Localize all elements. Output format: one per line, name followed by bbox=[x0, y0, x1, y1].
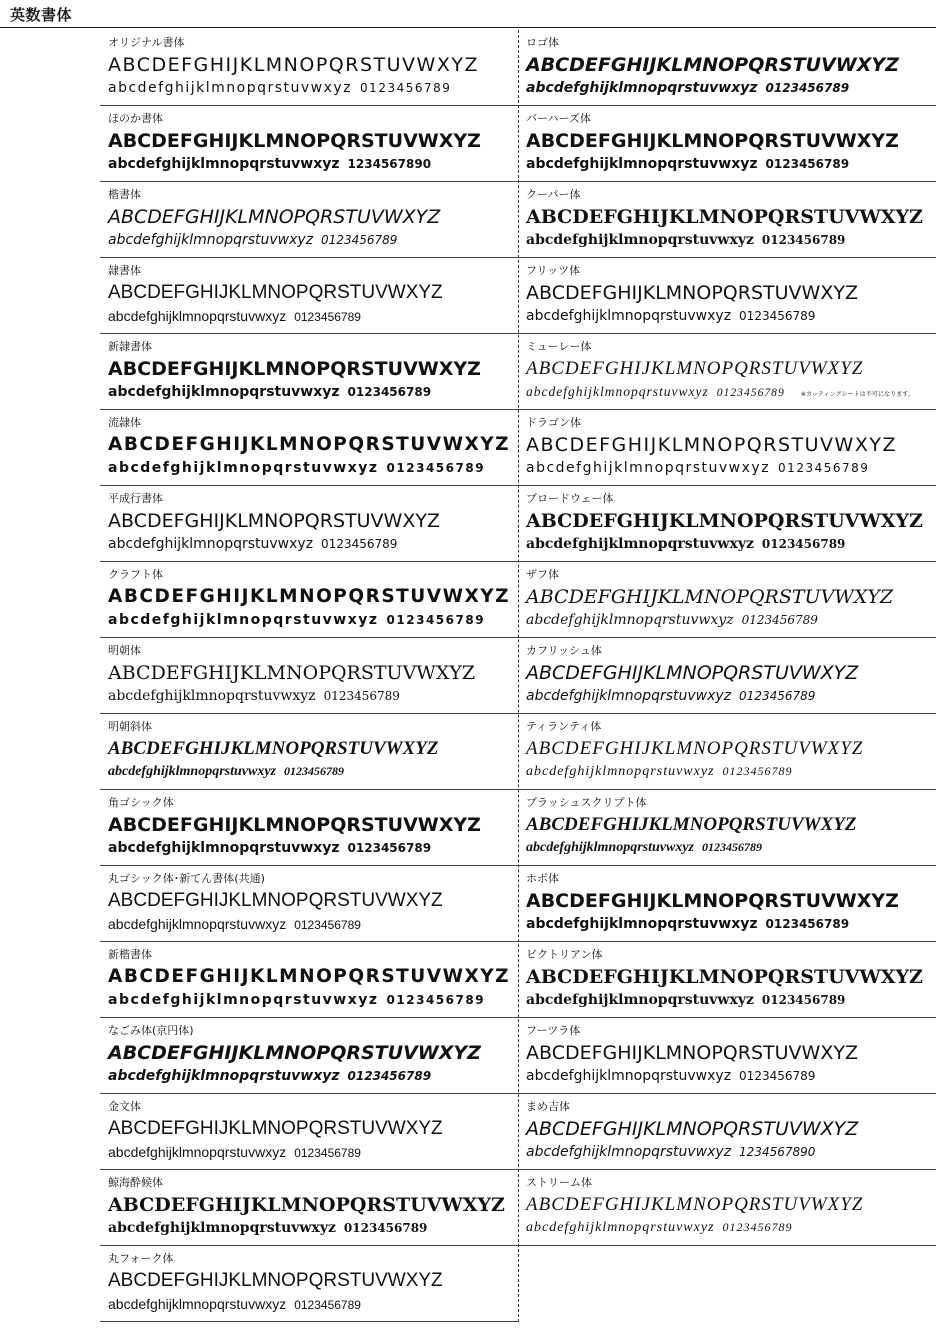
digits-sample: 0123456789 bbox=[741, 613, 818, 627]
digits-sample: 0123456789 bbox=[702, 840, 763, 854]
uppercase-sample: ABCDEFGHIJKLMNOPQRSTUVWXYZ bbox=[526, 1118, 859, 1140]
lowercase-sample: abcdefghijklmnopqrstuvwxyz bbox=[526, 536, 754, 552]
font-sample-cell bbox=[100, 410, 518, 486]
font-sample-cell bbox=[518, 866, 936, 942]
digits-sample: 0123456789 bbox=[321, 537, 398, 551]
font-name-label: 隷書体 bbox=[108, 264, 141, 277]
font-name-label: 楷書体 bbox=[108, 188, 141, 201]
lowercase-digits-sample bbox=[108, 840, 431, 856]
font-sample-cell bbox=[100, 1018, 518, 1094]
uppercase-sample: ABCDEFGHIJKLMNOPQRSTUVWXYZ bbox=[108, 966, 511, 987]
lowercase-digits-sample bbox=[526, 1144, 815, 1160]
lowercase-sample: abcdefghijklmnopqrstuvwxyz bbox=[526, 764, 715, 779]
font-sample-cell bbox=[518, 410, 936, 486]
lowercase-sample: abcdefghijklmnopqrstuvwxyz bbox=[526, 232, 754, 248]
lowercase-digits-sample bbox=[526, 232, 845, 248]
font-name-label: オリジナル書体 bbox=[108, 36, 185, 49]
font-name-label: ホボ体 bbox=[526, 872, 559, 885]
font-sample-cell bbox=[518, 1094, 936, 1170]
font-name-label: ドラゴン体 bbox=[526, 416, 581, 429]
lowercase-digits-sample bbox=[526, 688, 815, 704]
digits-sample: 0123456789 bbox=[294, 1146, 361, 1160]
lowercase-sample: abcdefghijklmnopqrstuvwxyz bbox=[108, 1220, 336, 1236]
digits-sample: 1234567890 bbox=[739, 1145, 816, 1159]
font-sample-cell bbox=[518, 638, 936, 714]
lowercase-digits-sample bbox=[526, 916, 849, 932]
uppercase-sample: ABCDEFGHIJKLMNOPQRSTUVWXYZ bbox=[108, 738, 439, 759]
lowercase-sample: abcdefghijklmnopqrstuvwxyz bbox=[108, 1296, 287, 1312]
lowercase-digits-sample bbox=[108, 156, 431, 172]
lowercase-digits-sample bbox=[108, 536, 397, 552]
font-name-label: 平成行書体 bbox=[108, 492, 163, 505]
font-name-label: 流隷体 bbox=[108, 416, 141, 429]
lowercase-sample: abcdefghijklmnopqrstuvwxyz bbox=[526, 1220, 715, 1235]
digits-sample: 0123456789 bbox=[294, 310, 361, 324]
font-sample-cell bbox=[518, 182, 936, 258]
lowercase-digits-sample bbox=[526, 992, 845, 1008]
lowercase-digits-sample bbox=[108, 1220, 427, 1236]
lowercase-sample: abcdefghijklmnopqrstuvwxyz bbox=[108, 232, 314, 248]
lowercase-sample: abcdefghijklmnopqrstuvwxyz bbox=[526, 840, 695, 855]
lowercase-sample: abcdefghijklmnopqrstuvwxyz bbox=[108, 80, 353, 96]
digits-sample: 0123456789 bbox=[716, 386, 785, 399]
uppercase-sample: ABCDEFGHIJKLMNOPQRSTUVWXYZ bbox=[526, 434, 897, 456]
digits-sample: 0123456789 bbox=[739, 689, 816, 703]
uppercase-sample: ABCDEFGHIJKLMNOPQRSTUVWXYZ bbox=[108, 434, 511, 455]
digits-sample: 0123456789 bbox=[722, 764, 793, 778]
uppercase-sample: ABCDEFGHIJKLMNOPQRSTUVWXYZ bbox=[108, 1194, 505, 1216]
digits-sample: 0123456789 bbox=[386, 461, 486, 475]
lowercase-digits-sample bbox=[108, 1296, 361, 1312]
uppercase-sample: ABCDEFGHIJKLMNOPQRSTUVWXYZ bbox=[526, 130, 899, 152]
digits-sample: 0123456789 bbox=[765, 917, 850, 931]
font-name-label: クーパー体 bbox=[526, 188, 581, 201]
font-sample-cell bbox=[100, 334, 518, 410]
lowercase-sample: abcdefghijklmnopqrstuvwxyz bbox=[526, 308, 732, 324]
lowercase-sample: abcdefghijklmnopqrstuvwxyz bbox=[526, 688, 732, 704]
font-name-label: ほのか書体 bbox=[108, 112, 163, 125]
font-name-label: クラフト体 bbox=[108, 568, 163, 581]
font-sample-cell bbox=[100, 258, 518, 334]
uppercase-sample: ABCDEFGHIJKLMNOPQRSTUVWXYZ bbox=[108, 1042, 481, 1064]
lowercase-digits-sample bbox=[526, 308, 815, 324]
uppercase-sample: ABCDEFGHIJKLMNOPQRSTUVWXYZ bbox=[526, 662, 859, 684]
font-name-label: ティランティ体 bbox=[526, 720, 602, 733]
font-name-label: 丸ゴシック体･新てん書体(共通) bbox=[108, 872, 265, 885]
lowercase-sample: abcdefghijklmnopqrstuvwxyz bbox=[108, 992, 379, 1008]
font-sample-cell bbox=[100, 714, 518, 790]
lowercase-sample: abcdefghijklmnopqrstuvwxyz bbox=[108, 1068, 340, 1084]
uppercase-sample: ABCDEFGHIJKLMNOPQRSTUVWXYZ bbox=[526, 1194, 864, 1215]
digits-sample: 0123456789 bbox=[386, 613, 486, 627]
font-sample-cell bbox=[518, 258, 936, 334]
font-name-label: ブラッシュスクリプト体 bbox=[526, 796, 647, 809]
lowercase-sample: abcdefghijklmnopqrstuvwxyz bbox=[526, 916, 758, 932]
digits-sample: 0123456789 bbox=[323, 689, 400, 703]
font-sample-cell bbox=[518, 1170, 936, 1246]
uppercase-sample: ABCDEFGHIJKLMNOPQRSTUVWXYZ bbox=[108, 1118, 443, 1139]
lowercase-digits-sample bbox=[526, 612, 818, 628]
lowercase-sample: abcdefghijklmnopqrstuvwxyz bbox=[108, 384, 340, 400]
digits-sample: 0123456789 bbox=[321, 233, 398, 247]
font-name-label: ミューレー体 bbox=[526, 340, 592, 353]
uppercase-sample: ABCDEFGHIJKLMNOPQRSTUVWXYZ bbox=[108, 1270, 443, 1291]
lowercase-digits-sample bbox=[108, 916, 361, 932]
uppercase-sample: ABCDEFGHIJKLMNOPQRSTUVWXYZ bbox=[108, 54, 479, 76]
lowercase-digits-sample bbox=[526, 764, 793, 780]
uppercase-sample: ABCDEFGHIJKLMNOPQRSTUVWXYZ bbox=[526, 54, 899, 76]
digits-sample: 0123456789 bbox=[294, 1298, 361, 1312]
uppercase-sample: ABCDEFGHIJKLMNOPQRSTUVWXYZ bbox=[526, 966, 923, 988]
lowercase-sample: abcdefghijklmnopqrstuvwxyz bbox=[526, 80, 758, 96]
lowercase-digits-sample bbox=[526, 536, 845, 552]
font-sample-cell bbox=[518, 942, 936, 1018]
lowercase-digits-sample bbox=[108, 308, 361, 324]
uppercase-sample: ABCDEFGHIJKLMNOPQRSTUVWXYZ bbox=[526, 1042, 858, 1064]
digits-sample: 0123456789 bbox=[722, 1220, 793, 1234]
lowercase-sample: abcdefghijklmnopqrstuvwxyz bbox=[108, 612, 379, 628]
digits-sample: 0123456789 bbox=[343, 1221, 428, 1235]
digits-sample: 0123456789 bbox=[284, 764, 345, 778]
digits-sample: 1234567890 bbox=[347, 157, 432, 171]
font-sample-cell bbox=[100, 182, 518, 258]
font-sample-cell bbox=[518, 486, 936, 562]
lowercase-sample: abcdefghijklmnopqrstuvwxyz bbox=[526, 1068, 732, 1084]
lowercase-digits-sample bbox=[526, 1068, 815, 1084]
lowercase-sample: abcdefghijklmnopqrstuvwxyz bbox=[526, 992, 754, 1008]
empty-cell bbox=[518, 1246, 936, 1322]
digits-sample: 0123456789 bbox=[739, 309, 816, 323]
lowercase-digits-sample bbox=[108, 460, 485, 476]
font-name-label: ストリーム体 bbox=[526, 1176, 592, 1189]
uppercase-sample: ABCDEFGHIJKLMNOPQRSTUVWXYZ bbox=[108, 814, 481, 836]
lowercase-sample: abcdefghijklmnopqrstuvwxyz bbox=[108, 536, 314, 552]
font-name-label: まめ吉体 bbox=[526, 1100, 570, 1113]
font-sample-cell bbox=[100, 486, 518, 562]
uppercase-sample: ABCDEFGHIJKLMNOPQRSTUVWXYZ bbox=[526, 814, 857, 835]
font-name-label: 金文体 bbox=[108, 1100, 141, 1113]
font-name-label: 角ゴシック体 bbox=[108, 796, 174, 809]
lowercase-sample: abcdefghijklmnopqrstuvwxyz bbox=[108, 764, 277, 779]
digits-sample: 0123456789 bbox=[778, 461, 870, 475]
font-sample-cell bbox=[100, 30, 518, 106]
digits-sample: 0123456789 bbox=[360, 81, 452, 95]
digits-sample: 0123456789 bbox=[765, 81, 850, 95]
digits-sample: 0123456789 bbox=[347, 1069, 432, 1083]
uppercase-sample: ABCDEFGHIJKLMNOPQRSTUVWXYZ bbox=[108, 130, 481, 152]
font-name-label: 新楷書体 bbox=[108, 948, 152, 961]
lowercase-sample: abcdefghijklmnopqrstuvwxyz bbox=[108, 460, 379, 476]
uppercase-sample: ABCDEFGHIJKLMNOPQRSTUVWXYZ bbox=[108, 282, 443, 303]
right-font-column bbox=[518, 30, 936, 1322]
font-sample-cell bbox=[100, 106, 518, 182]
font-name-label: 丸フォーク体 bbox=[108, 1252, 174, 1265]
font-sample-cell bbox=[518, 106, 936, 182]
digits-sample: 0123456789 bbox=[739, 1069, 816, 1083]
lowercase-digits-sample bbox=[526, 80, 849, 96]
uppercase-sample: ABCDEFGHIJKLMNOPQRSTUVWXYZ bbox=[526, 510, 923, 532]
font-name-label: フーツラ体 bbox=[526, 1024, 581, 1037]
digits-sample: 0123456789 bbox=[294, 918, 361, 932]
font-name-label: 明朝体 bbox=[108, 644, 141, 657]
uppercase-sample: ABCDEFGHIJKLMNOPQRSTUVWXYZ bbox=[526, 890, 899, 912]
uppercase-sample: ABCDEFGHIJKLMNOPQRSTUVWXYZ bbox=[108, 206, 441, 228]
font-sample-cell bbox=[100, 866, 518, 942]
font-name-label: ザフ体 bbox=[526, 568, 559, 581]
font-name-label: 新隷書体 bbox=[108, 340, 152, 353]
digits-sample: 0123456789 bbox=[761, 993, 846, 1007]
uppercase-sample: ABCDEFGHIJKLMNOPQRSTUVWXYZ bbox=[526, 586, 894, 608]
uppercase-sample: ABCDEFGHIJKLMNOPQRSTUVWXYZ bbox=[526, 206, 923, 228]
font-name-label: ロゴ体 bbox=[526, 36, 559, 49]
font-sample-cell bbox=[100, 638, 518, 714]
lowercase-sample: abcdefghijklmnopqrstuvwxyz bbox=[108, 916, 287, 932]
lowercase-digits-sample bbox=[108, 1068, 431, 1084]
lowercase-digits-sample bbox=[108, 232, 397, 248]
uppercase-sample: ABCDEFGHIJKLMNOPQRSTUVWXYZ bbox=[108, 890, 443, 911]
uppercase-sample: ABCDEFGHIJKLMNOPQRSTUVWXYZ bbox=[108, 586, 511, 607]
lowercase-digits-sample bbox=[526, 460, 869, 476]
font-sample-cell bbox=[100, 1170, 518, 1246]
digits-sample: 0123456789 bbox=[386, 993, 486, 1007]
lowercase-digits-sample bbox=[108, 688, 400, 704]
font-name-label: 明朝斜体 bbox=[108, 720, 152, 733]
uppercase-sample: ABCDEFGHIJKLMNOPQRSTUVWXYZ bbox=[108, 662, 476, 684]
lowercase-digits-sample bbox=[108, 80, 451, 96]
lowercase-digits-sample bbox=[526, 156, 849, 172]
digits-sample: 0123456789 bbox=[347, 385, 432, 399]
title-rule bbox=[0, 27, 936, 28]
lowercase-digits-sample bbox=[526, 384, 914, 400]
lowercase-digits-sample bbox=[108, 612, 485, 628]
font-sample-cell bbox=[518, 1018, 936, 1094]
digits-sample: 0123456789 bbox=[765, 157, 850, 171]
font-sample-cell bbox=[100, 1246, 518, 1322]
font-name-label: フリッツ体 bbox=[526, 264, 581, 277]
lowercase-digits-sample bbox=[108, 384, 431, 400]
font-sample-grid bbox=[100, 30, 936, 1326]
lowercase-sample: abcdefghijklmnopqrstuvwxyz bbox=[108, 156, 340, 172]
uppercase-sample: ABCDEFGHIJKLMNOPQRSTUVWXYZ bbox=[526, 282, 858, 304]
lowercase-sample: abcdefghijklmnopqrstuvwxyz bbox=[526, 384, 709, 399]
font-sample-cell bbox=[100, 942, 518, 1018]
font-name-label: なごみ体(京円体) bbox=[108, 1024, 194, 1037]
font-sample-cell bbox=[518, 714, 936, 790]
lowercase-sample: abcdefghijklmnopqrstuvwxyz bbox=[108, 308, 287, 324]
font-sample-cell bbox=[518, 30, 936, 106]
digits-sample: 0123456789 bbox=[347, 841, 432, 855]
font-name-label: バーハーズ体 bbox=[526, 112, 591, 125]
font-sample-cell bbox=[518, 334, 936, 410]
font-sample-cell bbox=[518, 790, 936, 866]
lowercase-sample: abcdefghijklmnopqrstuvwxyz bbox=[526, 460, 771, 476]
lowercase-sample: abcdefghijklmnopqrstuvwxyz bbox=[526, 1144, 732, 1160]
lowercase-digits-sample bbox=[108, 764, 344, 780]
cutting-sheet-note: ※カッティングシートは不可になります。 bbox=[800, 391, 914, 398]
font-sample-cell bbox=[518, 562, 936, 638]
font-sample-cell bbox=[100, 562, 518, 638]
page-title: 英数書体 bbox=[10, 6, 73, 24]
left-font-column bbox=[100, 30, 519, 1322]
lowercase-sample: abcdefghijklmnopqrstuvwxyz bbox=[526, 156, 758, 172]
digits-sample: 0123456789 bbox=[761, 537, 846, 551]
font-name-label: ブロードウェー体 bbox=[526, 492, 614, 505]
digits-sample: 0123456789 bbox=[761, 233, 846, 247]
uppercase-sample: ABCDEFGHIJKLMNOPQRSTUVWXYZ bbox=[108, 510, 440, 532]
lowercase-sample: abcdefghijklmnopqrstuvwxyz bbox=[108, 688, 316, 704]
font-sample-cell bbox=[100, 1094, 518, 1170]
lowercase-digits-sample bbox=[526, 840, 762, 856]
uppercase-sample: ABCDEFGHIJKLMNOPQRSTUVWXYZ bbox=[526, 358, 864, 379]
lowercase-digits-sample bbox=[108, 992, 485, 1008]
font-sample-cell bbox=[100, 790, 518, 866]
uppercase-sample: ABCDEFGHIJKLMNOPQRSTUVWXYZ bbox=[108, 358, 481, 380]
lowercase-sample: abcdefghijklmnopqrstuvwxyz bbox=[526, 612, 734, 628]
lowercase-sample: abcdefghijklmnopqrstuvwxyz bbox=[108, 840, 340, 856]
font-name-label: ビクトリアン体 bbox=[526, 948, 603, 961]
font-name-label: カフリッシュ体 bbox=[526, 644, 602, 657]
lowercase-digits-sample bbox=[108, 1144, 361, 1160]
lowercase-sample: abcdefghijklmnopqrstuvwxyz bbox=[108, 1144, 287, 1160]
font-name-label: 鯨海酔候体 bbox=[108, 1176, 163, 1189]
lowercase-digits-sample bbox=[526, 1220, 793, 1236]
uppercase-sample: ABCDEFGHIJKLMNOPQRSTUVWXYZ bbox=[526, 738, 864, 759]
